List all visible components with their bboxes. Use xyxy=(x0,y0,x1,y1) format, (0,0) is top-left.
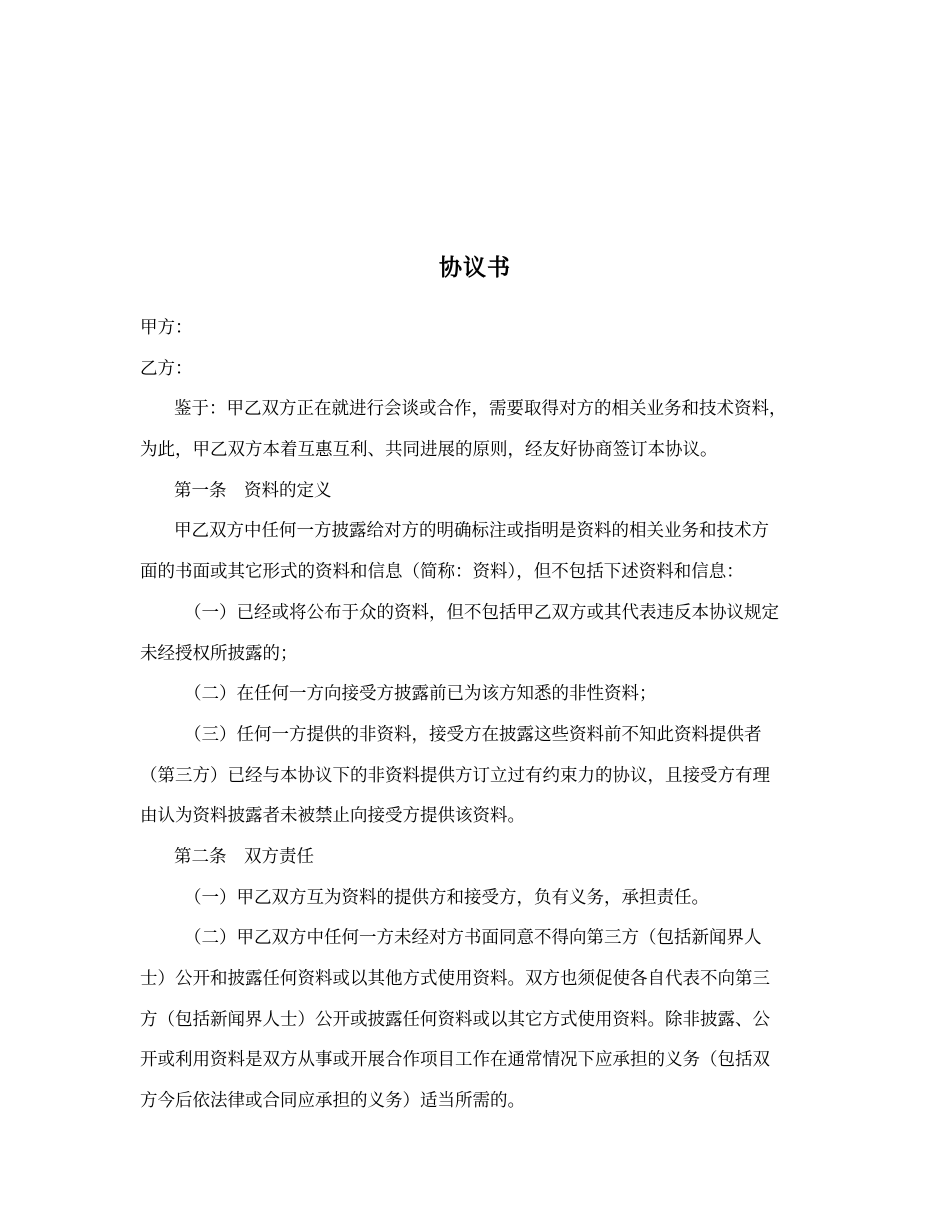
article-2-heading: 第二条 双方责任 xyxy=(174,846,314,867)
clause-line: （一）已经或将公布于众的资料，但不包括甲乙双方或其代表违反本协议规定 xyxy=(184,602,779,623)
preamble-line: 鉴于：甲乙双方正在就进行会谈或合作，需要取得对方的相关业务和技术资料， xyxy=(174,399,787,420)
clause-line: （三）任何一方提供的非资料，接受方在披露这些资料前不知此资料提供者 xyxy=(184,724,762,745)
clause-line: （二）甲乙双方中任何一方未经对方书面同意不得向第三方（包括新闻界人 xyxy=(184,928,762,949)
article-1-heading: 第一条 资料的定义 xyxy=(174,480,332,501)
clause-line: 士）公开和披露任何资料或以其他方式使用资料。双方也须促使各自代表不向第三 xyxy=(140,969,770,989)
party-b-label: 乙方： xyxy=(140,358,193,379)
paragraph-line: 面的书面或其它形式的资料和信息（简称：资料），但不包括下述资料和信息： xyxy=(140,562,744,583)
party-a-label: 甲方： xyxy=(140,318,193,338)
clause-line: 方（包括新闻界人士）公开或披露任何资料或以其它方式使用资料。除非披露、公 xyxy=(140,1009,770,1030)
clause-line: 由认为资料披露者未被禁止向接受方提供该资料。 xyxy=(140,806,525,827)
document-body xyxy=(140,308,812,1122)
document-title: 协议书 xyxy=(439,255,511,281)
preamble-line: 为此，甲乙双方本着互惠互利、共同进展的原则，经友好协商签订本协议。 xyxy=(140,440,718,461)
clause-line: （二）在任何一方向接受方披露前已为该方知悉的非性资料； xyxy=(184,684,657,705)
clause-line: （一）甲乙双方互为资料的提供方和接受方，负有义务，承担责任。 xyxy=(184,887,709,908)
clause-line: 未经授权所披露的； xyxy=(140,643,298,664)
paragraph-line: 甲乙双方中任何一方披露给对方的明确标注或指明是资料的相关业务和技术方 xyxy=(174,521,769,542)
clause-line: 方今后依法律或合同应承担的义务）适当所需的。 xyxy=(140,1091,525,1112)
clause-line: （第三方）已经与本协议下的非资料提供方订立过有约束力的协议，且接受方有理 xyxy=(140,765,770,786)
clause-line: 开或利用资料是双方从事或开展合作项目工作在通常情况下应承担的义务（包括双 xyxy=(140,1050,770,1071)
